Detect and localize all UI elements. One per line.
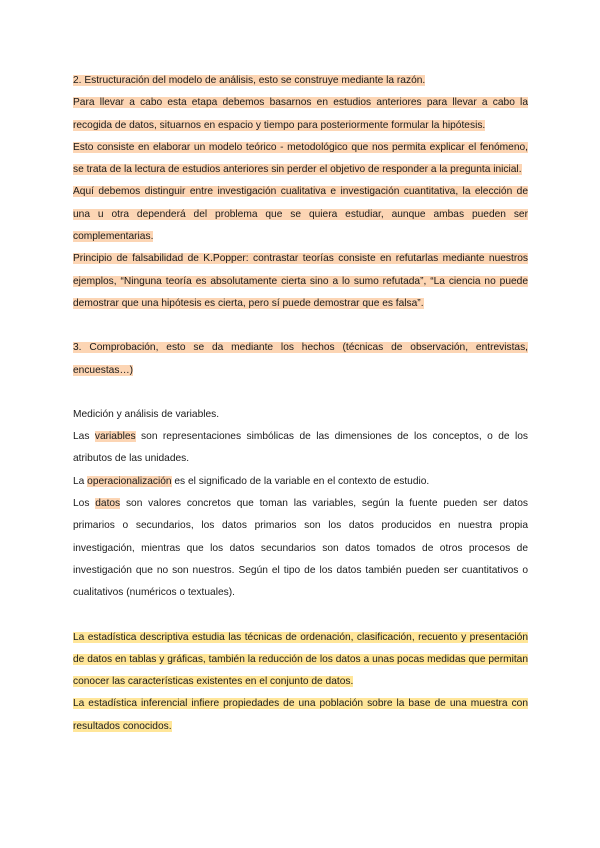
spacer: [73, 315, 528, 337]
estadistica-inferencial-paragraph: La estadística inferencial infiere propiedades de una población sobre la base de una muestra con resultados conocidos.: [73, 698, 528, 732]
variables-title: Medición y análisis de variables.: [73, 408, 220, 420]
spacer: [73, 605, 528, 627]
section-2-paragraph-4: Principio de falsabilidad de K.Popper: contrastar teorías consiste en refutarlas mediante nuestros ejemplos, “Ninguna teoría es absolutamente cierta sino a lo sumo refutada”, “La ciencia no puede demostrar que una hipótesis es cierta, pero sí puede demostrar que es falsa”.: [73, 253, 528, 309]
datos-definition: Los datos son valores concretos que toman las variables, según la fuente pueden ser datos primarios o secundarios, los datos primarios son los datos producidos en nuestra propia investigación, mientras que los datos secundarios son datos tomados de otros procesos de investigación que no son nuestros. Según el tipo de los datos también pueden ser cuantitativos o cualitativos (numéricos o textuales).: [73, 498, 528, 599]
section-3-heading: 3. Comprobación, esto se da mediante los hechos (técnicas de observación, entrevistas, encuestas…): [73, 342, 528, 376]
operacionalizacion-definition: La operacionalización es el significado de la variable en el contexto de estudio.: [73, 475, 430, 487]
estadistica-descriptiva-paragraph: La estadística descriptiva estudia las técnicas de ordenación, clasificación, recuento y presentación de datos en tablas y gráficas, también la reducción de los datos a unas pocas medidas que permitan conocer las características existentes en el conjunto de datos.: [73, 631, 528, 688]
section-2-paragraph-2: Esto consiste en elaborar un modelo teórico - metodológico que nos permita explicar el fenómeno, se trata de la lectura de estudios anteriores sin perder el objetivo de responder a la pregunta inicial.: [73, 141, 528, 176]
section-2-paragraph-1: Para llevar a cabo esta etapa debemos basarnos en estudios anteriores para llevar a cabo la recogida de datos, situarnos en espacio y tiempo para posteriormente formular la hipótesis.: [73, 97, 528, 131]
section-2-heading: 2. Estructuración del modelo de análisis, esto se construye mediante la razón.: [73, 75, 426, 86]
variables-definition: Las variables son representaciones simbólicas de las dimensiones de los conceptos, o de los atributos de las unidades.: [73, 431, 529, 465]
term-datos: datos: [95, 498, 121, 510]
document-body: [73, 70, 528, 738]
term-variables: variables: [94, 431, 136, 443]
section-2-paragraph-3: Aquí debemos distinguir entre investigación cualitativa e investigación cuantitativa, la elección de una u otra dependerá del problema que se quiera estudiar, aunque ambas pueden ser complementarias.: [73, 186, 528, 243]
spacer: [73, 382, 528, 404]
term-operacionalizacion: operacionalización: [87, 475, 172, 487]
